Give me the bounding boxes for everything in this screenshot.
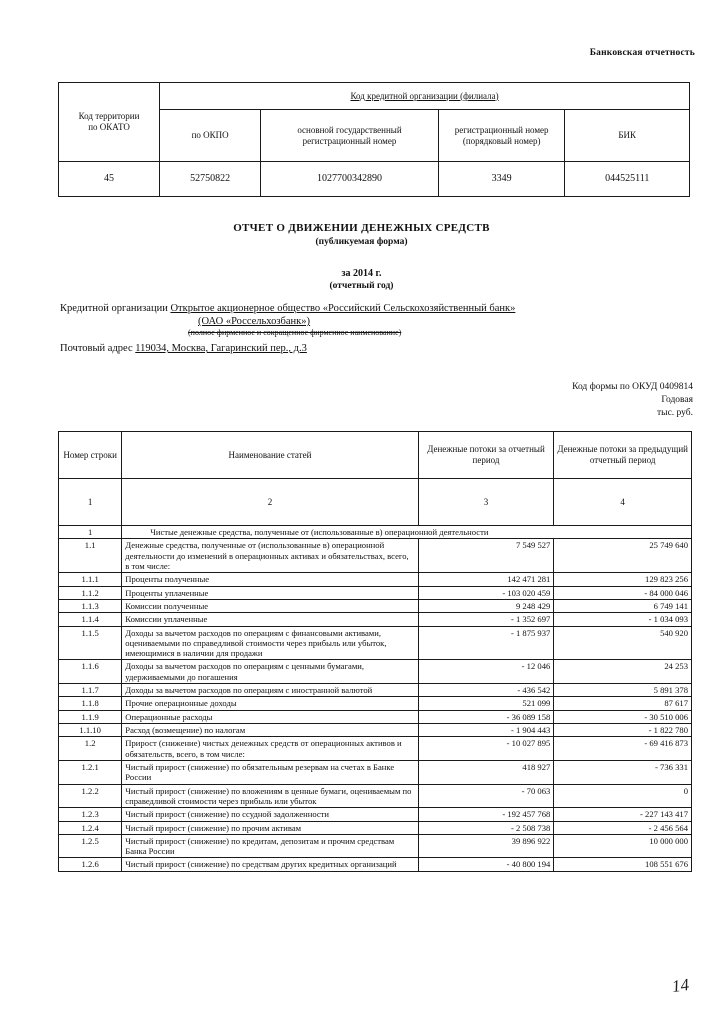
report-period: за 2014 г.	[341, 268, 382, 279]
row-current-value: - 12 046	[418, 660, 554, 684]
address-value: 119034, Москва, Гагаринский пер., д.3	[135, 343, 307, 354]
identification-table	[58, 82, 690, 197]
row-name: Прирост (снижение) чистых денежных средств от операционных активов и обязательств, всего, в том числе:	[122, 737, 418, 761]
row-name: Доходы за вычетом расходов по операциям с иностранной валютой	[122, 684, 418, 697]
row-current-value: 418 927	[418, 760, 554, 784]
document-subtitle: (публикуемая форма)	[315, 237, 408, 247]
row-current-value: - 36 089 158	[418, 710, 554, 723]
row-previous-value: 10 000 000	[554, 834, 692, 858]
column-number-4: 4	[554, 479, 692, 526]
organization-name-line2: (ОАО «Россельхозбанк»)	[198, 316, 311, 327]
table-row	[59, 626, 692, 660]
row-number: 1.1.9	[59, 710, 122, 723]
address-label: Почтовый адрес	[60, 343, 133, 354]
row-current-value: - 1 875 937	[418, 626, 554, 660]
table-row	[59, 821, 692, 834]
value-okato: 45	[59, 162, 160, 197]
header-item-name: Наименование статей	[122, 432, 418, 479]
value-okpo: 52750822	[160, 162, 261, 197]
row-number: 1.1.2	[59, 586, 122, 599]
address-row	[60, 343, 680, 354]
row-name: Чистый прирост (снижение) по вложениям в ценные бумаги, оцениваемым по справедливой стоимости через прибыль или убыток	[122, 784, 418, 808]
row-previous-value: - 227 143 417	[554, 808, 692, 821]
row-current-value: 9 248 429	[418, 599, 554, 612]
table-row	[59, 573, 692, 586]
organization-name-note: (полное фирменное и сокращенное фирменное наименование)	[188, 328, 402, 337]
table-row	[59, 737, 692, 761]
value-reg-number: 3349	[438, 162, 565, 197]
section-row-number: 1	[59, 526, 122, 539]
value-bik: 044525111	[565, 162, 690, 197]
row-previous-value: 25 749 640	[554, 539, 692, 573]
column-header-bik: БИК	[565, 110, 690, 162]
row-previous-value: 129 823 256	[554, 573, 692, 586]
row-previous-value: - 736 331	[554, 760, 692, 784]
organization-row-1	[60, 303, 680, 314]
row-current-value: 142 471 281	[418, 573, 554, 586]
row-number: 1.2	[59, 737, 122, 761]
row-current-value: 39 896 922	[418, 834, 554, 858]
row-number: 1.2.4	[59, 821, 122, 834]
column-number-3: 3	[418, 479, 554, 526]
row-number: 1.1.3	[59, 599, 122, 612]
row-previous-value: - 84 000 046	[554, 586, 692, 599]
document-title: ОТЧЕТ О ДВИЖЕНИИ ДЕНЕЖНЫХ СРЕДСТВ	[233, 222, 490, 234]
table-row	[59, 697, 692, 710]
cash-flow-table-head	[59, 432, 692, 526]
row-name: Комиссии уплаченные	[122, 613, 418, 626]
row-previous-value: - 1 034 093	[554, 613, 692, 626]
row-name: Расход (возмещение) по налогам	[122, 724, 418, 737]
table-row	[59, 710, 692, 723]
row-previous-value: 5 891 378	[554, 684, 692, 697]
table-row	[59, 784, 692, 808]
row-current-value: - 40 800 194	[418, 858, 554, 871]
row-current-value: - 1 904 443	[418, 724, 554, 737]
row-number: 1.2.1	[59, 760, 122, 784]
row-number: 1.1.6	[59, 660, 122, 684]
row-name: Прочие операционные доходы	[122, 697, 418, 710]
row-name: Доходы за вычетом расходов по операциям с ценными бумагами, удерживаемыми до погашения	[122, 660, 418, 684]
row-current-value: 521 099	[418, 697, 554, 710]
page-number: 14	[670, 974, 691, 997]
table-column-number-row	[59, 479, 692, 526]
row-number: 1.2.6	[59, 858, 122, 871]
row-number: 1.1	[59, 539, 122, 573]
row-name: Чистый прирост (снижение) по кредитам, депозитам и прочим средствам Банка России	[122, 834, 418, 858]
row-number: 1.2.3	[59, 808, 122, 821]
row-current-value: - 436 542	[418, 684, 554, 697]
table-section-row	[59, 526, 692, 539]
row-number: 1.1.5	[59, 626, 122, 660]
row-number: 1.2.2	[59, 784, 122, 808]
okud-periodicity: Годовая	[661, 394, 693, 405]
okud-form-code: Код формы по ОКУД 0409814	[572, 382, 693, 392]
column-header-reg-number: регистрационный номер (порядковый номер)	[438, 110, 565, 162]
cash-flow-table	[58, 431, 692, 872]
row-previous-value: 108 551 676	[554, 858, 692, 871]
table-row	[59, 858, 692, 871]
table-row	[59, 660, 692, 684]
column-number-1: 1	[59, 479, 122, 526]
page-header-label: Банковская отчетность	[589, 48, 695, 58]
row-previous-value: 6 749 141	[554, 599, 692, 612]
cash-flow-table-body	[59, 526, 692, 872]
row-name: Операционные расходы	[122, 710, 418, 723]
header-previous-period: Денежные потоки за предыдущий отчетный период	[554, 432, 692, 479]
table-header-row	[59, 432, 692, 479]
report-period-note: (отчетный год)	[329, 281, 394, 291]
table-row	[59, 834, 692, 858]
credit-org-code-header	[160, 83, 690, 110]
okato-label-line1: Код территории	[78, 111, 140, 122]
row-current-value: - 10 027 895	[418, 737, 554, 761]
row-name: Проценты полученные	[122, 573, 418, 586]
organization-row-2	[198, 316, 680, 327]
header-current-period: Денежные потоки за отчетный период	[418, 432, 554, 479]
row-number: 1.1.7	[59, 684, 122, 697]
row-name: Чистый прирост (снижение) по ссудной задолженности	[122, 808, 418, 821]
row-current-value: - 1 352 697	[418, 613, 554, 626]
row-name: Доходы за вычетом расходов по операциям с финансовыми активами, оцениваемыми по справедливой стоимости через прибыль или убыток, имеющимися в наличии для продажи	[122, 626, 418, 660]
okato-label-line2: по ОКАТО	[88, 122, 130, 132]
organization-block	[60, 303, 680, 354]
row-name: Чистый прирост (снижение) по прочим активам	[122, 821, 418, 834]
row-previous-value: 87 617	[554, 697, 692, 710]
okud-units: тыс. руб.	[657, 407, 693, 418]
row-name: Комиссии полученные	[122, 599, 418, 612]
row-name: Чистый прирост (снижение) по средствам других кредитных организаций	[122, 858, 418, 871]
row-previous-value: 24 253	[554, 660, 692, 684]
row-number: 1.1.8	[59, 697, 122, 710]
row-current-value: 7 549 527	[418, 539, 554, 573]
row-number: 1.1.4	[59, 613, 122, 626]
table-row	[59, 599, 692, 612]
row-previous-value: 0	[554, 784, 692, 808]
row-current-value: - 103 020 459	[418, 586, 554, 599]
row-previous-value: - 30 510 006	[554, 710, 692, 723]
row-number: 1.1.10	[59, 724, 122, 737]
okud-block	[572, 381, 693, 419]
table-row	[59, 613, 692, 626]
row-name: Проценты уплаченные	[122, 586, 418, 599]
table-row	[59, 586, 692, 599]
row-previous-value: - 2 456 564	[554, 821, 692, 834]
row-name: Денежные средства, полученные от (использованные в) операционной деятельности до изменений в операционных активах и обязательствах, всего, в том числе:	[122, 539, 418, 573]
id-table-values-row	[59, 162, 690, 197]
id-table-header-row	[59, 83, 690, 110]
row-name: Чистый прирост (снижение) по обязательным резервам на счетах в Банке России	[122, 760, 418, 784]
table-row	[59, 808, 692, 821]
header-row-number: Номер строки	[59, 432, 122, 479]
row-current-value: - 70 063	[418, 784, 554, 808]
row-number: 1.1.1	[59, 573, 122, 586]
row-previous-value: - 1 822 780	[554, 724, 692, 737]
row-current-value: - 2 508 738	[418, 821, 554, 834]
row-previous-value: 540 920	[554, 626, 692, 660]
value-ogrn: 1027700342890	[261, 162, 439, 197]
table-row	[59, 724, 692, 737]
organization-label: Кредитной организации	[60, 303, 168, 314]
column-header-okpo: по ОКПО	[160, 110, 261, 162]
table-row	[59, 684, 692, 697]
section-row-name: Чистые денежные средства, полученные от (использованные в) операционной деятельности	[122, 526, 692, 539]
column-number-2: 2	[122, 479, 418, 526]
organization-name-line1: Открытое акционерное общество «Российский Сельскохозяйственный банк»	[170, 303, 516, 314]
table-row	[59, 760, 692, 784]
credit-org-code-header-text: Код кредитной организации (филиала)	[350, 90, 499, 101]
row-current-value: - 192 457 768	[418, 808, 554, 821]
table-row	[59, 539, 692, 573]
column-header-ogrn: основной государственный регистрационный номер	[261, 110, 439, 162]
row-previous-value: - 69 416 873	[554, 737, 692, 761]
okato-header-cell	[59, 83, 160, 162]
row-number: 1.2.5	[59, 834, 122, 858]
